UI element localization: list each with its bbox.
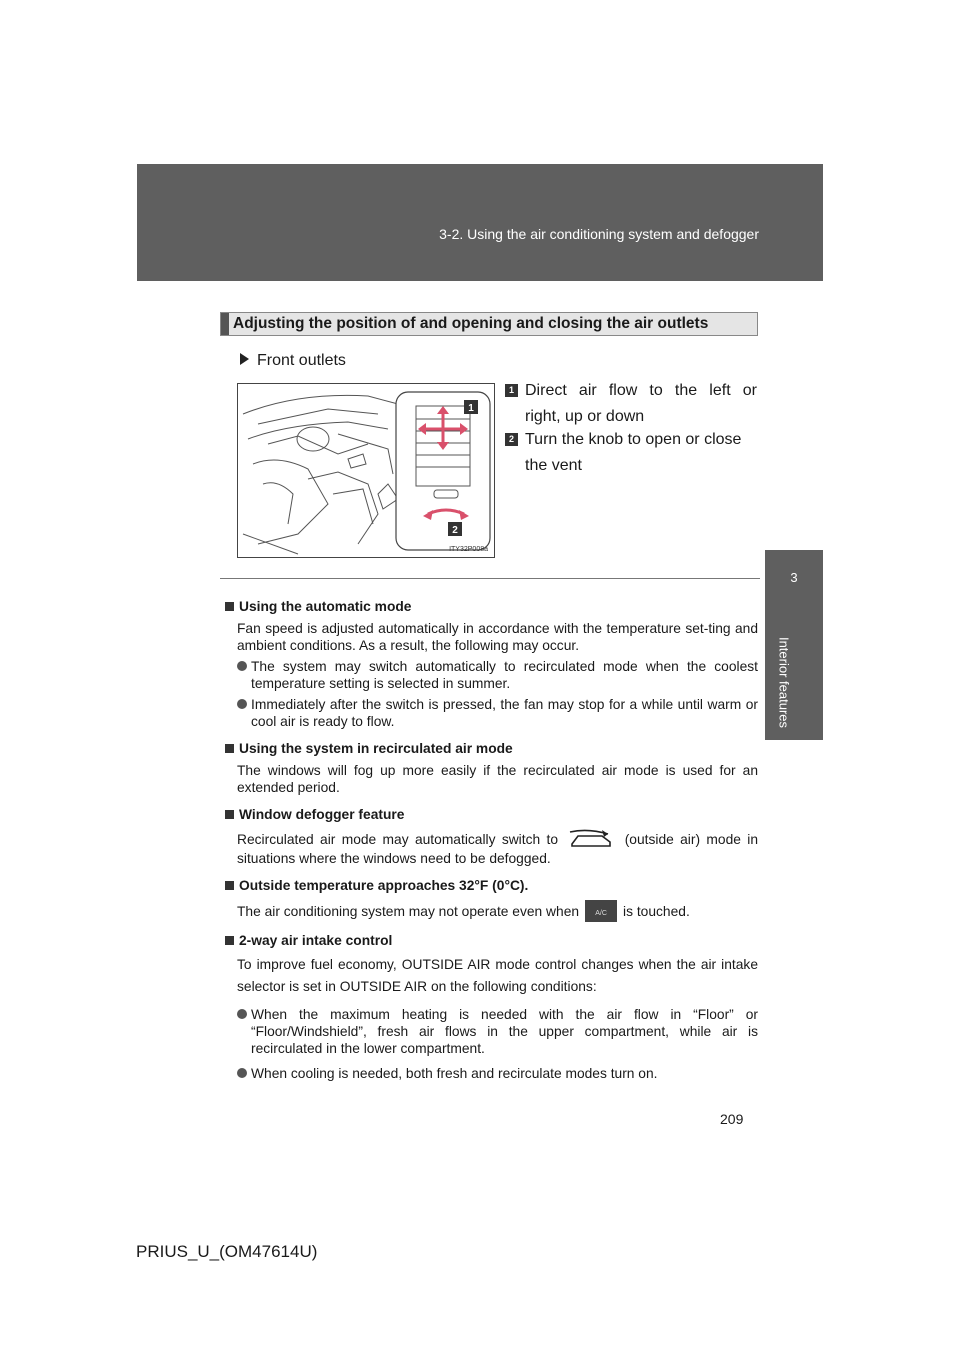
note-heading-automatic: Using the automatic mode <box>225 598 758 615</box>
step-number-2: 2 <box>505 433 518 446</box>
note-body-automatic: Fan speed is adjusted automatically in accordance with the temperature set-ting and ambient conditions. As a result, the following may occur. <box>237 621 758 653</box>
divider <box>220 578 760 579</box>
note-heading-intake: 2-way air intake control <box>225 932 758 949</box>
ac-button-icon: A/C <box>585 900 617 922</box>
note-bullet: When cooling is needed, both fresh and recirculate modes turn on. <box>237 1065 758 1082</box>
step-2-line-2: the vent <box>525 457 582 474</box>
note-bullet: The system may switch automatically to recirculated mode when the coolest temperature setting is selected in summer. <box>237 658 758 692</box>
triangle-bullet-icon <box>240 353 249 365</box>
square-bullet-icon <box>225 936 234 945</box>
step-2-line-1: Turn the knob to open or close <box>525 431 742 448</box>
chapter-label-wrap <box>777 632 791 732</box>
bullet-dot-icon <box>237 1068 247 1078</box>
step-1-line-2: right, up or down <box>525 408 645 425</box>
heading-bar <box>221 313 229 335</box>
note-heading-defogger: Window defogger feature <box>225 806 758 823</box>
header-section-title: 3-2. Using the air conditioning system and defogger <box>439 226 759 242</box>
note-body-outside-temp: The air conditioning system may not operate even when A/C is touched. <box>237 900 758 922</box>
front-outlets-text: Front outlets <box>257 352 346 369</box>
bullet-dot-icon <box>237 699 247 709</box>
note-body-intake: To improve fuel economy, OUTSIDE AIR mode control changes when the air intake selector is set in OUTSIDE AIR on the following conditions: <box>237 957 758 994</box>
note-body-defogger: Recirculated air mode may automatically switch to (outside air) mode in situations where the windows need to be defogged. <box>237 828 758 867</box>
step-1 <box>505 378 757 430</box>
square-bullet-icon <box>225 744 234 753</box>
note-bullet: When the maximum heating is needed with the air flow in “Floor” or “Floor/Windshield”, fresh air flows in the upper compartment, while air is recirculated in the lower compartment. <box>237 1006 758 1057</box>
square-bullet-icon <box>225 602 234 611</box>
notes-section <box>225 598 758 1086</box>
square-bullet-icon <box>225 810 234 819</box>
step-1-line-1: Direct air flow to the left or <box>525 382 757 399</box>
chapter-label: Interior features <box>776 636 792 729</box>
front-outlets-label <box>240 352 346 370</box>
dashboard-illustration <box>237 383 495 558</box>
dashboard-drawing <box>238 384 494 557</box>
note-body-recirculated: The windows will fog up more easily if the recirculated air mode is used for an extended period. <box>237 763 758 795</box>
chapter-number: 3 <box>790 570 798 585</box>
bullet-dot-icon <box>237 661 247 671</box>
callout-1: 1 <box>468 403 474 414</box>
section-heading <box>220 312 758 336</box>
outside-air-icon <box>568 828 614 850</box>
figure-code: ITY32P008a <box>449 546 488 553</box>
step-2 <box>505 427 757 479</box>
square-bullet-icon <box>225 881 234 890</box>
bullet-dot-icon <box>237 1009 247 1019</box>
footer-doc-code: PRIUS_U_(OM47614U) <box>136 1242 318 1261</box>
note-heading-outside-temp: Outside temperature approaches 32°F (0°C). <box>225 877 758 894</box>
callout-2: 2 <box>452 525 458 536</box>
note-heading-recirculated: Using the system in recirculated air mode <box>225 740 758 757</box>
note-bullet: Immediately after the switch is pressed, the fan may stop for a while until warm or cool air is ready to flow. <box>237 696 758 730</box>
page-header <box>137 164 823 281</box>
section-heading-text: Adjusting the position of and opening and closing the air outlets <box>233 315 709 332</box>
step-number-1: 1 <box>505 384 518 397</box>
chapter-tab <box>765 550 823 740</box>
page-number: 209 <box>720 1111 744 1127</box>
